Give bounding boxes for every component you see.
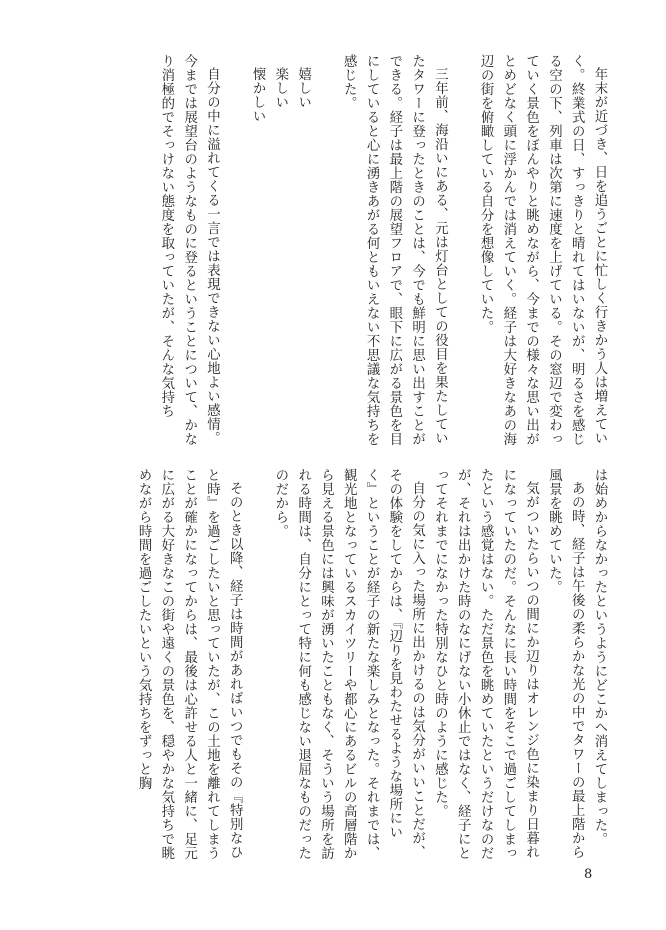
page-number: 8	[584, 867, 593, 882]
paragraph: 三年前、海沿いにある、元は灯台としての役目を果たしていたタワーに登ったときのことは、今でも鮮明に思い出すことができる。経子は最上階の展望フロアで、眼下に広がる景色を目にしていると心に湧きあがる何ともいえない不思議な気持ちを感じた。	[341, 54, 448, 446]
paragraph: 自分の気に入った場所に出かけるのは気分がいいことだが、その体験をしてからは、『辺りを見わたせるような場所にいく』ということが経子の新たな楽しみとなった。それまでは、観光地となっているスカイツリーや都心にあるビルの高層階から見える景色には興味が湧いたこともなく、そういう場所を訪れる時間は、自分にとって特に何も感じない退屈なものだったのだから。	[272, 468, 425, 860]
text-line: は始めからなかったというようにどこかへ消えてしまった。	[592, 468, 607, 846]
upper-text-block	[72, 54, 610, 446]
paragraph: そのとき以降、経子は時間があればいつでもその『特別なひと時』を過ごしたいと思っていたが、この土地を離れてしまうことが確かになってからは、最後は心許せる人と一緒に、足元に広がる大好きなこの街や遠くの景色を、穏やかな気持ちで眺めながら時間を過ごしたいという気持ちをずっと胸	[136, 468, 243, 860]
paragraph: 自分の中に溢れてくる一言では表現できない心地よい感情。今までは展望台のようなものに登るということについて、かなり消極的でそっけない態度を取っていたが、そんな気持ち	[158, 54, 220, 446]
text-line: 楽しい	[272, 67, 288, 110]
paragraph: あの時、経子は午後の柔らかな光の中でタワーの最上階から風景を眺めていた。	[546, 468, 585, 860]
lower-text-block	[72, 468, 610, 860]
paragraph: 気がついたらいつの間にか辺りはオレンジ色に染まり日暮れになっていたのだ。そんなに長い時間をそこで過ごしてしまったという感覚はない。ただ景色を眺めていたというだけなのだが、それは出かけた時のなにげない小休止ではなく、経子にとってそれまでになかった特別なひと時のように感じた。	[432, 468, 539, 860]
paragraph: 年末が近づき、日を追うごとに忙しく行きかう人は増えていく。終業式の日、すっきりと晴れてはいないが、明るさを感じる空の下、列車は次第に速度を上げている。その窓辺で変わっていく景色をぼんやりと眺めながら、今までの様々な思い出がとめどなく頭に浮かんでは消えていく。経子は大好きなあの海辺の街を俯瞰している自分を想像していた。	[478, 54, 607, 446]
paragraph-spacer	[222, 54, 245, 55]
paragraph-spacer	[450, 54, 473, 55]
paragraph-spacer	[314, 54, 337, 55]
text-line: 嬉しい	[295, 67, 311, 110]
paragraph-spacer	[245, 468, 268, 469]
text-line: 懐かしい	[250, 67, 266, 124]
